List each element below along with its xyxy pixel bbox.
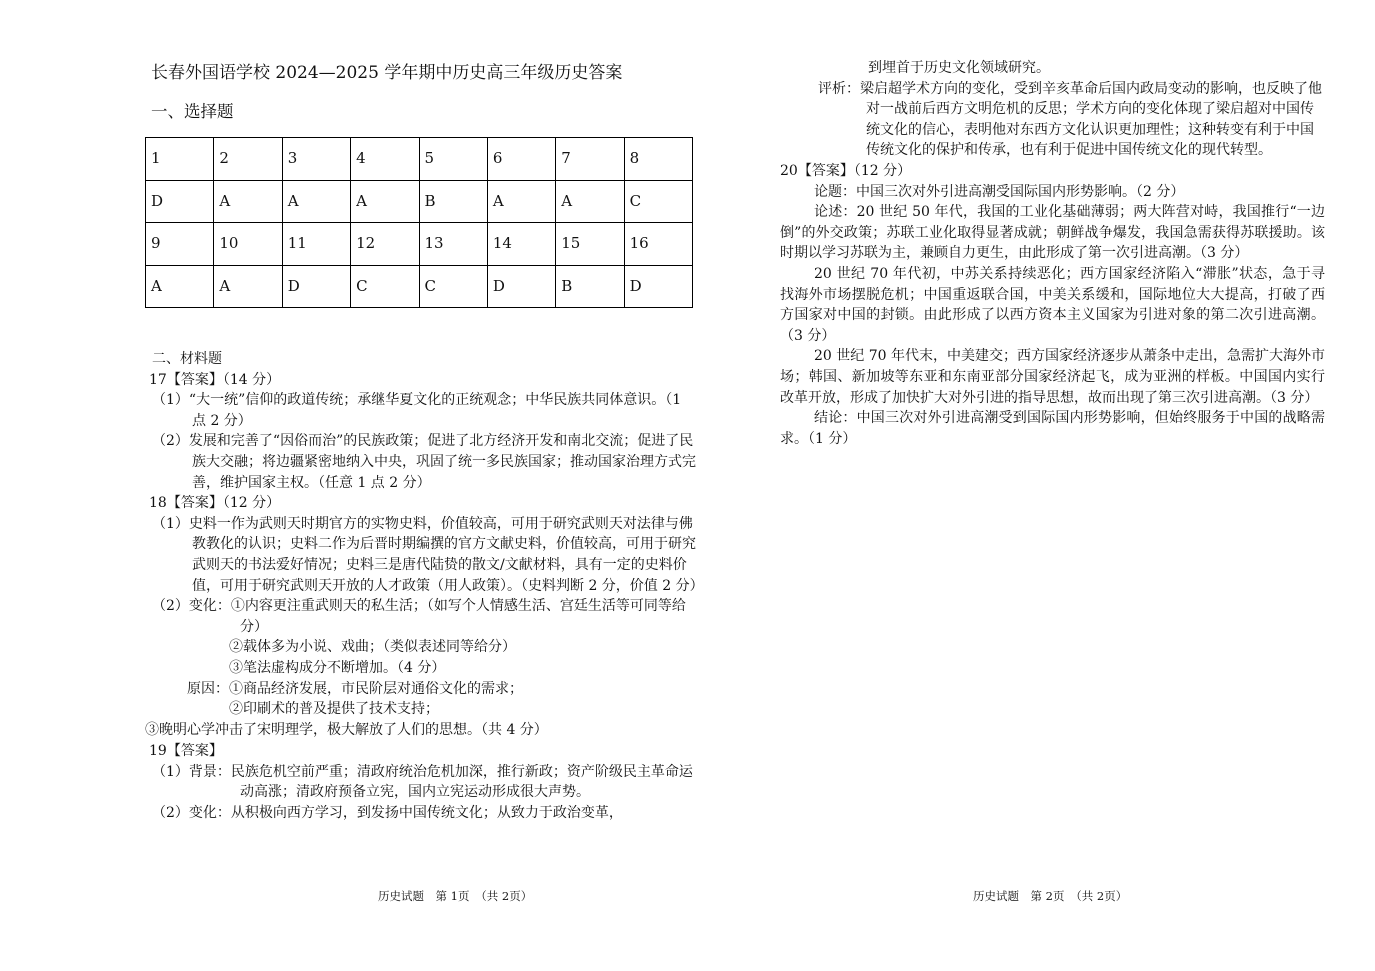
q20-conclusion: 结论：中国三次对外引进高潮受到国际国内形势影响，但始终服务于中国的战略需求。（1 分）	[780, 410, 1325, 447]
question-number-cell: 5	[419, 138, 487, 181]
page-2-footer: 历史试题 第 2页 （共 2页）	[973, 889, 1128, 903]
question-number-cell: 16	[624, 223, 692, 266]
page-title: 长春外国语学校 2024—2025 学年期中历史高三年级历史答案	[151, 63, 623, 83]
question-number-cell: 6	[487, 138, 555, 181]
question-number-cell: 8	[624, 138, 692, 181]
q20-argument-2: 20 世纪 70 年代初，中苏关系持续恶化；西方国家经济陷入“滞胀”状态，急于寻找海外市场摆脱危机；中国重返联合国，中美关系缓和，国际地位大大提高，打破了西方国家对中国的封锁。由此形成了以西方资本主义国家为引进对象的第二次引进高潮。（3 分）	[780, 265, 1325, 344]
question-number-cell: 12	[351, 223, 419, 266]
answer-cell: A	[146, 265, 214, 308]
q18-change-3: ③笔法虚构成分不断增加。（4 分）	[229, 659, 446, 676]
q19-header: 19【答案】	[149, 743, 223, 760]
page-2-column	[780, 60, 1325, 449]
q18-change-1: （2）变化：①内容更注重武则天的私生活；（如写个人情感生活、宫廷生活等可同等给分）	[152, 598, 686, 635]
answer-cell: C	[624, 180, 692, 223]
question-number-cell: 11	[282, 223, 350, 266]
answer-cell: D	[624, 265, 692, 308]
section-multiple-choice-heading: 一、选择题	[151, 102, 234, 121]
question-number-cell: 3	[282, 138, 350, 181]
answer-cell: A	[487, 180, 555, 223]
q18-header: 18【答案】（12 分）	[149, 495, 281, 512]
q20-thesis: 论题：中国三次对外引进高潮受国际国内形势影响。（2 分）	[814, 183, 1185, 200]
answer-cell: A	[556, 180, 624, 223]
answer-cell: D	[282, 265, 350, 308]
q17-header: 17【答案】（14 分）	[149, 371, 281, 388]
question-number-cell: 1	[146, 138, 214, 181]
answer-cell: A	[214, 265, 282, 308]
answer-cell: A	[351, 180, 419, 223]
answer-table-body	[146, 138, 693, 308]
q20-argument-3: 20 世纪 70 年代末，中美建交；西方国家经济逐步从萧条中走出，急需扩大海外市场；韩国、新加坡等东亚和东南亚部分国家经济起飞，成为亚洲的样板。中国国内实行改革开放，形成了加快扩大对外引进的指导思想，故而出现了第三次引进高潮。（3 分）	[780, 348, 1325, 406]
question-number-cell: 2	[214, 138, 282, 181]
q18-reason-2: ②印刷术的普及提供了技术支持；	[229, 701, 439, 718]
page-1-column	[145, 60, 704, 824]
section-material-heading: 二、材料题	[152, 351, 222, 367]
question-number-cell: 9	[146, 223, 214, 266]
question-number-cell: 4	[351, 138, 419, 181]
q18-answer-1: （1）史料一作为武则天时期官方的实物史料，价值较高，可用于研究武则天对法律与佛教教化的认识；史料二作为后晋时期编撰的官方文献史料，价值较高，可用于研究武则天的书法爱好情况；史料三是唐代陆贽的散文/文献材料，具有一定的史料价值，可用于研究武则天开放的人才政策（用人政策）。（史料判断 2 分，价值 2 分）	[152, 515, 704, 594]
question-number-cell: 14	[487, 223, 555, 266]
q20-header: 20【答案】（12 分）	[780, 162, 912, 179]
q19-answer-2-continued: 到埋首于历史文化领域研究。	[868, 60, 1050, 76]
answer-cell: A	[282, 180, 350, 223]
answer-cell: A	[214, 180, 282, 223]
question-number-cell: 10	[214, 223, 282, 266]
q19-comment: 评析：梁启超学术方向的变化，受到辛亥革命后国内政局变动的影响，也反映了他对一战前后西方文明危机的反思；学术方向的变化体现了梁启超对中国传统文化的信心，表明他对东西方文化认识更加理性；这种转变有利于中国传统文化的保护和传承，也有利于促进中国传统文化的现代转型。	[818, 80, 1322, 159]
page-1-footer: 历史试题 第 1页 （共 2页）	[378, 889, 533, 903]
question-number-cell: 15	[556, 223, 624, 266]
answer-table-row	[146, 265, 693, 308]
question-number-cell: 7	[556, 138, 624, 181]
answer-cell: C	[419, 265, 487, 308]
answer-cell: C	[351, 265, 419, 308]
answer-table	[145, 137, 693, 308]
q17-answer-2: （2）发展和完善了“因俗而治”的民族政策；促进了北方经济开发和南北交流；促进了民族大交融；将边疆紧密地纳入中央，巩固了统一多民族国家；推动国家治理方式完善，维护国家主权。（任意 1 点 2 分）	[152, 433, 696, 491]
answer-cell: B	[419, 180, 487, 223]
q20-argument-1: 论述：20 世纪 50 年代，我国的工业化基础薄弱；两大阵营对峙，我国推行“一边倒”的外交政策；苏联工业化取得显著成就；朝鲜战争爆发，我国急需获得苏联援助。该时期以学习苏联为主，兼顾自力更生，由此形成了第一次引进高潮。（3 分）	[780, 204, 1325, 262]
question-number-cell: 13	[419, 223, 487, 266]
answer-cell: B	[556, 265, 624, 308]
q18-reason-1: 原因：①商品经济发展，市民阶层对通俗文化的需求；	[187, 680, 523, 697]
q17-answer-1: （1）“大一统”信仰的政道传统；承继华夏文化的正统观念；中华民族共同体意识。（1 点 2 分）	[152, 392, 682, 429]
answer-table-row	[146, 180, 693, 223]
answer-table-row	[146, 223, 693, 266]
answer-table-row	[146, 138, 693, 181]
q18-reason-3: ③晚明心学冲击了宋明理学，极大解放了人们的思想。（共 4 分）	[145, 721, 548, 738]
answer-cell: D	[487, 265, 555, 308]
q19-answer-2: （2）变化：从积极向西方学习，到发扬中国传统文化；从致力于政治变革，	[152, 805, 623, 822]
q19-answer-1: （1）背景：民族危机空前严重；清政府统治危机加深，推行新政；资产阶级民主革命运动高涨；清政府预备立宪，国内立宪运动形成很大声势。	[152, 763, 693, 801]
q18-change-2: ②载体多为小说、戏曲；（类似表述同等给分）	[229, 639, 516, 656]
answer-cell: D	[146, 180, 214, 223]
